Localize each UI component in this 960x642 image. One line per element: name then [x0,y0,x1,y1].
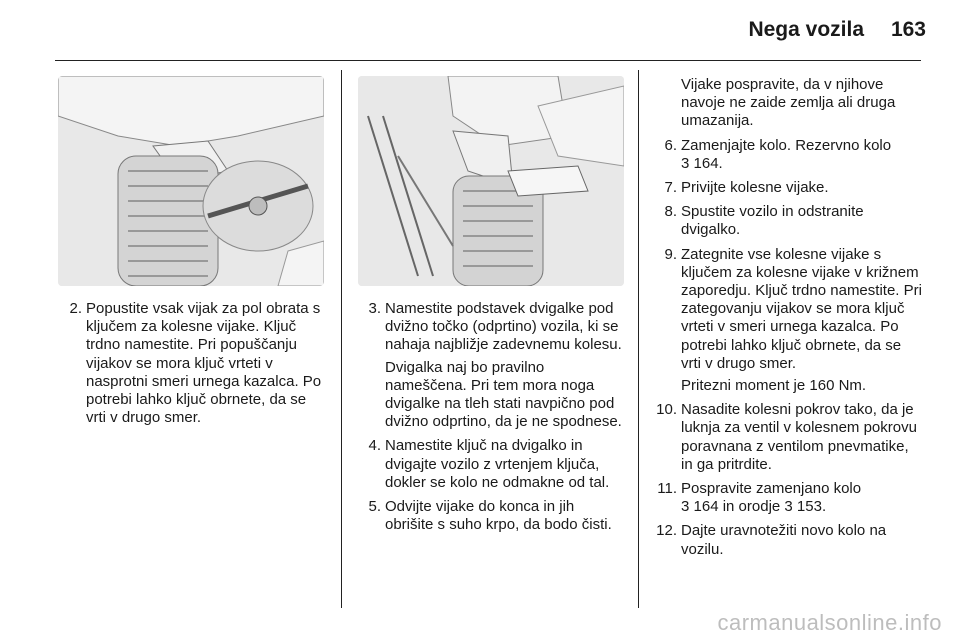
step-number: 5. [368,498,381,516]
list-item [656,203,922,239]
step-text: Privijte kolesne vijake. [681,179,829,197]
list-item [656,246,922,396]
column-2 [365,300,625,540]
step-text: Namestite podstavek dvigalke pod dvižno točko (odprtino) vozila, ki se nahaja najbližje zadevnemu kolesu. [385,300,622,354]
column-divider-1 [341,70,342,608]
column-divider-2 [638,70,639,608]
page-reference: 3 164 in orodje 3 153. [681,498,827,516]
header-divider [55,60,921,61]
list-item [365,437,625,492]
watermark: carmanualsonline.info [717,610,942,635]
step-note: Pritezni moment je 160 Nm. [681,377,867,395]
list-item [656,480,922,516]
section-title: Nega vozila [748,18,864,41]
page-number: 163 [890,18,926,41]
step-number: 6. [664,136,677,154]
list-item [66,300,328,427]
step-text: Namestite ključ na dvigalko in dvigajte vozilo z vrtenjem ključa, dokler se kolo ne odmakne od tal. [385,437,610,491]
column-3 [656,76,922,565]
step-text: Odvijte vijake do konca in jih obrišite s suho krpo, da bodo čisti. [385,498,612,534]
list-item [656,179,922,197]
step-text: Zategnite vse kolesne vijake s ključem za kolesne vijake v križnem zaporedju. Ključ trdno namestite. Pri zategovanju vijakov se mora ključ vrteti v smeri urnega kazalca. Po potrebi lahko ključ obrnete, da se vrti v drugo smer. [681,245,922,372]
list-item [365,498,625,534]
list-item [365,300,625,431]
step-number: 7. [664,179,677,197]
step-number: 11. [657,480,677,498]
step-text: Spustite vozilo in odstranite dvigalko. [681,203,864,239]
step-number: 3. [368,300,381,317]
step-number: 8. [664,203,677,221]
list-item [656,137,922,173]
step-note: Dvigalka naj bo pravilno nameščena. Pri tem mora noga dvigalke na tleh stati navpično pod dvižno odprtino, da je ne spodnese. [385,358,622,431]
step-number: 4. [368,437,381,455]
step-number: 10. [656,401,677,419]
step-number: 2. [69,300,82,317]
step-text: Dajte uravnotežiti novo kolo na vozilu. [681,522,887,558]
continuation-paragraph: Vijake pospravite, da v njihove navoje ne zaide zemlja ali druga umazanija. [681,76,896,130]
step-number: 9. [664,245,677,263]
page-header [0,0,960,62]
column-1 [66,300,328,433]
step-text: Pospravite zamenjano kolo [681,480,862,498]
jack-placement-illustration [358,76,624,286]
step-text: Popustite vsak vijak za pol obrata s ključem za kolesne vijake. Ključ trdno namestite. Pri popuščanju vijakov se mora ključ vrteti v nasprotni smeri urnega kazalca. Po potrebi lahko ključ obrnete, da se vrti v drugo smer. [86,300,322,427]
wheel-bolt-illustration [58,76,324,286]
step-text: Nasadite kolesni pokrov tako, da je luknja za ventil v kolesnem pokrovu poravnana z ventilom pnevmatike, in ga pritrdite. [681,401,917,473]
step-text: Zamenjajte kolo. Rezervno kolo [681,136,892,154]
step-number: 12. [656,522,677,540]
page-reference: 3 164. [681,154,723,172]
list-item [656,522,922,558]
list-item [656,401,922,474]
